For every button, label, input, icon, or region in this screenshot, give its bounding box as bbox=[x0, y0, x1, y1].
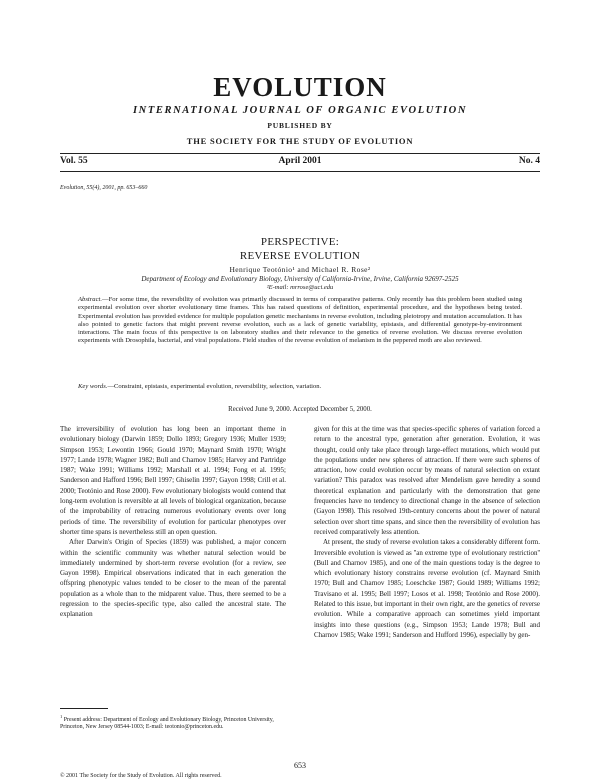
keywords bbox=[78, 383, 522, 391]
masthead bbox=[0, 72, 600, 146]
abstract-label: Abstract. bbox=[78, 296, 102, 303]
volume: Vol. 55 bbox=[60, 156, 88, 166]
keywords-label: Key words. bbox=[78, 383, 108, 390]
footnote bbox=[60, 713, 286, 732]
issue-number: No. 4 bbox=[518, 156, 540, 166]
article-title-block bbox=[0, 235, 600, 263]
issue-row bbox=[60, 156, 540, 170]
footnote-rule bbox=[60, 708, 108, 709]
authors: Henrique Teotónio¹ and Michael R. Rose² bbox=[229, 265, 371, 274]
keywords-text: —Constraint, epistasis, experimental evolution, reversibility, selection, variation. bbox=[107, 383, 322, 390]
copyright: © 2001 The Society for the Study of Evolution. All rights reserved. bbox=[60, 773, 222, 779]
body-paragraph: The irreversibility of evolution has long been an important theme in evolutionary biology (Darwin 1859; Dollo 1893; Gregory 1936; Muller 1939; Simpson 1953; Lewontin 1966; Gould 1970; Maynard Smith 1970; Wright 1977; Lande 1978; Wagner 1982; Bull and Charnov 1985; Harvey and Partridge 1987; Wake 1991; Williams 1992; Marshall et al. 1994; Fong et al. 1995; Sanderson and Hafford 1996; Bell 1997; Ghiselin 1997; Gayon 1998; Crill et al. 2000; Teotónio and Rose 2000). Few evolutionary biologists would contend that long-term evolution is reversible at all levels of biological organization, because of the improbability of retracing numerous evolutionary events over long periods of time. The reversibility of evolution for particular phenotypes over shorter time spans is nevertheless still an open question. bbox=[60, 425, 286, 536]
affiliation: Department of Ecology and Evolutionary Biology, University of California-Irvine, Irvine, California 92697-2525 bbox=[141, 275, 459, 283]
footnote-marker: 1 bbox=[60, 714, 63, 719]
body-column-right bbox=[314, 424, 540, 764]
body-paragraph: given for this at the time was that species-specific spheres of variation forced a return to the ancestral type, generation after generation. Evolution, it was thought, could only take place through large-effect mutations, which would put the populations under new spheres of attraction. If there were such spheres of attraction, how could evolution occur by means of natural selection on extant variation? This paradox was resolved after Mendelism gave heredity a sound theoretical explanation and particularly with the demonstration that gene frequencies have no tendency to directional change in the absence of selection (Gayon 1998). This resolved 19th-century concerns about the power of natural selection over short time spans, and since then the reversibility of evolution has received comparatively less attention. bbox=[314, 425, 540, 536]
page-number: 653 bbox=[294, 761, 306, 770]
footnote-text: Present address: Department of Ecology and Evolutionary Biology, Princeton University, Princeton, New Jersey 08544-1003; E-mail: teotonio@princeton.edu. bbox=[60, 716, 274, 731]
body-paragraph: After Darwin's Origin of Species (1859) was published, a major concern within the scientific community was whether natural selection would be immediately undermined by short-term reverse evolution (for a review, see Gayon 1998). Empirical observations indicated that in each generation the offspring phenotypic values tended to be closer to the mean of the parental population as a whole than to the midparent value. Thus, there seemed to be a regression to the species-specific type, also called the ancestral state. The explanation bbox=[60, 538, 286, 619]
bottom-rule bbox=[60, 171, 540, 172]
journal-title: EVOLUTION bbox=[213, 72, 387, 102]
article-title: REVERSE EVOLUTION bbox=[239, 250, 361, 262]
abstract-text: —For some time, the reversibility of evolution was primarily discussed in terms of comparative patterns. Only recently has this problem been studied using experimental evolution over shorter evolutionary time frames. This has raised questions of definition, experimental procedure, and the hypotheses being tested. Experimental evolution has provided evidence for multiple population genetic mechanisms in reverse evolution, including pleiotropy and mutation accumulation. It has also pointed to genetic factors that might prevent reverse evolution, such as a lack of genetic variability, epistasis, and differential genotype-by-environment interactions. The main focus of this perspective is on laboratory studies and their relevance to the genetics of reverse evolution. We discuss reverse evolution experiments with Drosophila, bacterial, and viral populations. Field studies of the reverse evolution of melanism in the peppered moth are also reviewed. bbox=[78, 296, 522, 345]
received-dates: Received June 9, 2000. Accepted December 5, 2000. bbox=[228, 406, 372, 413]
body-paragraph: At present, the study of reverse evolution takes a considerably different form. Irreversible evolution is viewed as ''an extreme type of evolutionary restriction'' (Bull and Charnov 1985), and one of the main questions today is the degree to which evolutionary history constrains reverse evolution (cf. Maynard Smith 1970; Bull and Charnov 1985; Loeschcke 1987; Gould 1989; Williams 1992; Travisano et al. 1995; Bell 1997; Losos et al. 1998; Teotónio and Rose 2000). Related to this issue, but important in their own right, are the genetics of reverse evolution. While a comparative approach can sometimes yield important insights into these questions (e.g., Simpson 1953; Lande 1978; Bull and Charnov 1985; Wake 1991; Sanderson and Hufford 1996), especially by gen- bbox=[314, 538, 540, 639]
top-rule bbox=[60, 153, 540, 154]
issue-date: April 2001 bbox=[278, 156, 322, 166]
abstract bbox=[78, 296, 522, 346]
article-type: PERSPECTIVE: bbox=[260, 236, 340, 248]
citation: Evolution, 55(4), 2001, pp. 653–660 bbox=[60, 185, 148, 191]
body-column-left bbox=[60, 424, 286, 746]
published-by: PUBLISHED BY bbox=[267, 121, 333, 130]
author-email: ²E-mail: mrrose@uci.edu bbox=[266, 284, 334, 291]
journal-subtitle: INTERNATIONAL JOURNAL OF ORGANIC EVOLUTION bbox=[132, 105, 467, 116]
society-name: THE SOCIETY FOR THE STUDY OF EVOLUTION bbox=[186, 136, 414, 146]
